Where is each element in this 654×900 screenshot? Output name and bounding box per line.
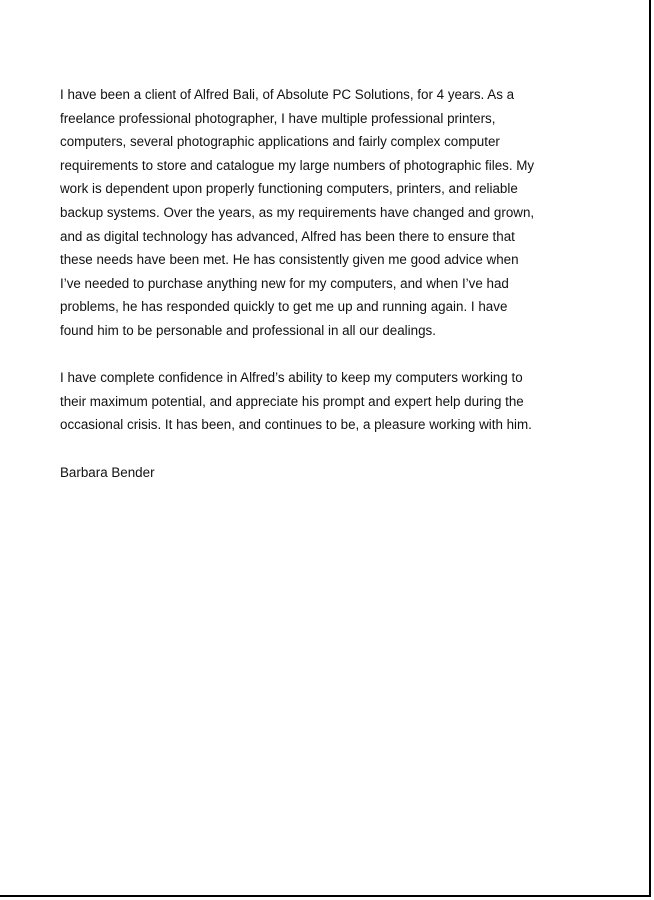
letter-body bbox=[60, 83, 560, 508]
text-line: freelance professional photographer, I have multiple professional printers, bbox=[60, 110, 496, 126]
text-line: work is dependent upon properly functioning computers, printers, and reliable bbox=[60, 181, 518, 197]
text-line: problems, he has responded quickly to get me up and running again. I have bbox=[60, 299, 508, 315]
text-line: I have been a client of Alfred Bali, of Absolute PC Solutions, for 4 years. As a bbox=[60, 87, 515, 102]
text-line: backup systems. Over the years, as my requirements have changed and grown, bbox=[60, 204, 535, 220]
text-line: I’ve needed to purchase anything new for my computers, and when I’ve had bbox=[60, 275, 509, 291]
text-line: their maximum potential, and appreciate his prompt and expert help during the bbox=[60, 393, 524, 409]
text-line: these needs have been met. He has consistently given me good advice when bbox=[60, 252, 519, 268]
paragraph-client-history bbox=[60, 83, 560, 343]
text-line: occasional crisis. It has been, and continues to be, a pleasure working with him. bbox=[60, 417, 532, 433]
text-line: computers, several photographic applications and fairly complex computer bbox=[60, 134, 500, 150]
signature: Barbara Bender bbox=[60, 464, 155, 480]
text-line: found him to be personable and professional in all our dealings. bbox=[60, 322, 436, 338]
paragraph-confidence bbox=[60, 366, 560, 437]
text-line: and as digital technology has advanced, Alfred has been there to ensure that bbox=[60, 228, 515, 244]
text-line: I have complete confidence in Alfred’s ability to keep my computers working to bbox=[60, 370, 523, 386]
text-line: requirements to store and catalogue my large numbers of photographic files. My bbox=[60, 157, 535, 173]
